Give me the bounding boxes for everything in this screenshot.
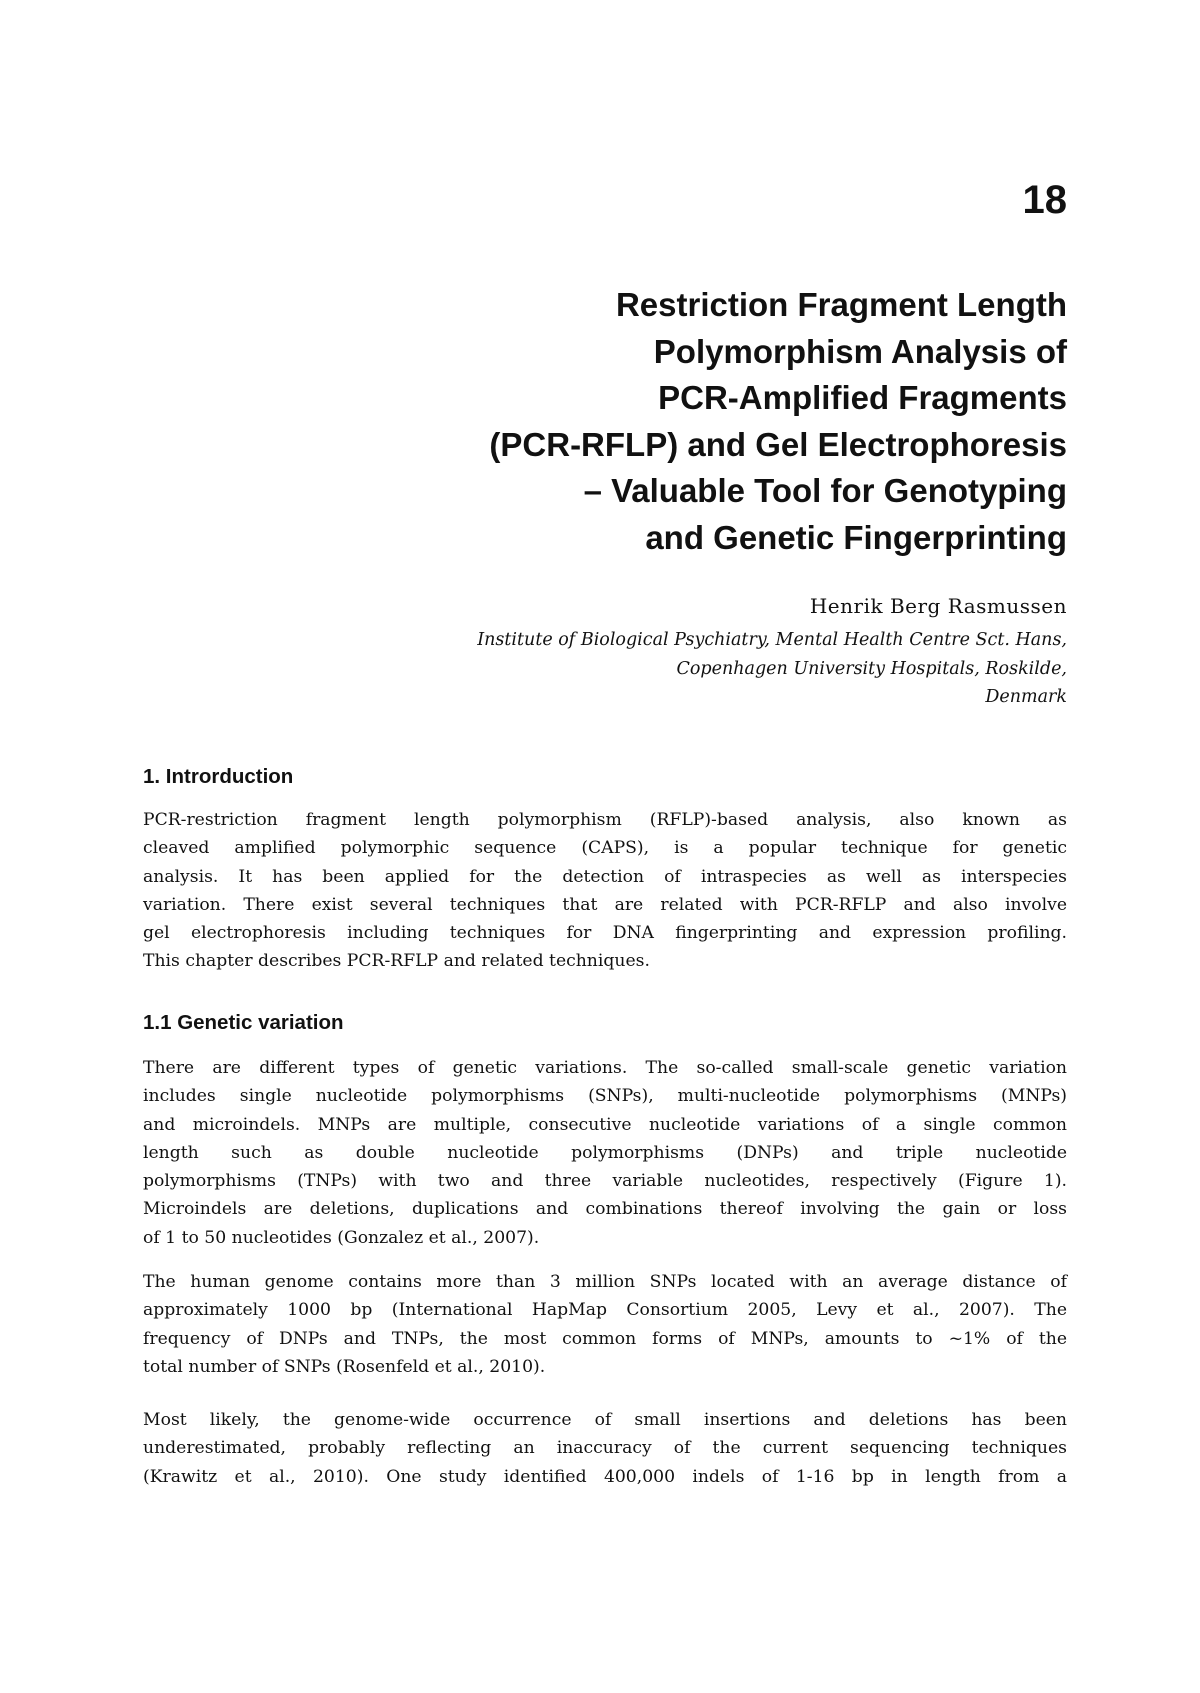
chapter-number: 18 — [1022, 178, 1067, 222]
text-line: frequency of DNPs and TNPs, the most common forms of MNPs, amounts to ~1% of the — [143, 1328, 1067, 1349]
text-line: underestimated, probably reflecting an inaccuracy of the current sequencing techniques — [143, 1438, 1067, 1459]
section-heading-genetic-variation: 1.1 Genetic variation — [143, 1011, 344, 1034]
text-line: cleaved amplified polymorphic sequence (CAPS), is a popular technique for genetic — [143, 838, 1067, 859]
paragraph-introduction — [143, 806, 1067, 976]
text-line: There are different types of genetic variations. The so-called small-scale genetic variation — [143, 1058, 1067, 1078]
author-affiliation — [477, 626, 1067, 712]
text-line: PCR-restriction fragment length polymorphism (RFLP)-based analysis, also known as — [143, 810, 1067, 830]
text-line: polymorphisms (TNPs) with two and three variable nucleotides, respectively (Figure 1). — [143, 1171, 1067, 1192]
title-line: and Genetic Fingerprinting — [645, 518, 1067, 556]
paragraph-genetic-variation-2 — [143, 1268, 1067, 1381]
text-line: length such as double nucleotide polymorphisms (DNPs) and triple nucleotide — [143, 1142, 1067, 1163]
chapter-title — [307, 282, 1067, 561]
text-line: total number of SNPs (Rosenfeld et al., 2010). — [143, 1356, 546, 1377]
affiliation-line: Institute of Biological Psychiatry, Mental Health Centre Sct. Hans, — [477, 630, 1067, 650]
text-line: and microindels. MNPs are multiple, consecutive nucleotide variations of a single common — [143, 1114, 1067, 1135]
text-line: approximately 1000 bp (International HapMap Consortium 2005, Levy et al., 2007). The — [143, 1300, 1067, 1321]
paragraph-genetic-variation-3 — [143, 1406, 1067, 1491]
author-name: Henrik Berg Rasmussen — [809, 594, 1067, 618]
text-line: variation. There exist several techniques that are related with PCR-RFLP and also involve — [143, 894, 1067, 915]
title-line: Polymorphism Analysis of — [653, 332, 1067, 370]
affiliation-line: Copenhagen University Hospitals, Roskilde, — [676, 658, 1067, 679]
title-line: – Valuable Tool for Genotyping — [583, 472, 1067, 509]
title-line: PCR-Amplified Fragments — [658, 379, 1067, 416]
paragraph-genetic-variation-1 — [143, 1054, 1067, 1252]
text-line: analysis. It has been applied for the detection of intraspecies as well as interspecies — [143, 866, 1067, 887]
section-heading-introduction: 1. Introrduction — [143, 765, 294, 788]
text-line: gel electrophoresis including techniques for DNA fingerprinting and expression profiling. — [143, 923, 1067, 944]
title-line: (PCR-RFLP) and Gel Electrophoresis — [489, 425, 1067, 463]
text-line: Microindels are deletions, duplications and combinations thereof involving the gain or loss — [143, 1199, 1067, 1220]
text-line: Most likely, the genome-wide occurrence of small insertions and deletions has been — [143, 1410, 1067, 1430]
text-line: This chapter describes PCR-RFLP and related techniques. — [143, 951, 650, 972]
text-line: (Krawitz et al., 2010). One study identified 400,000 indels of 1-16 bp in length from a — [143, 1466, 1067, 1487]
text-line: of 1 to 50 nucleotides (Gonzalez et al., 2007). — [143, 1227, 540, 1248]
text-line: includes single nucleotide polymorphisms (SNPs), multi-nucleotide polymorphisms (MNPs) — [143, 1086, 1067, 1107]
affiliation-line: Denmark — [985, 687, 1067, 707]
text-line: The human genome contains more than 3 million SNPs located with an average distance of — [143, 1272, 1067, 1292]
title-line: Restriction Fragment Length — [615, 286, 1067, 323]
